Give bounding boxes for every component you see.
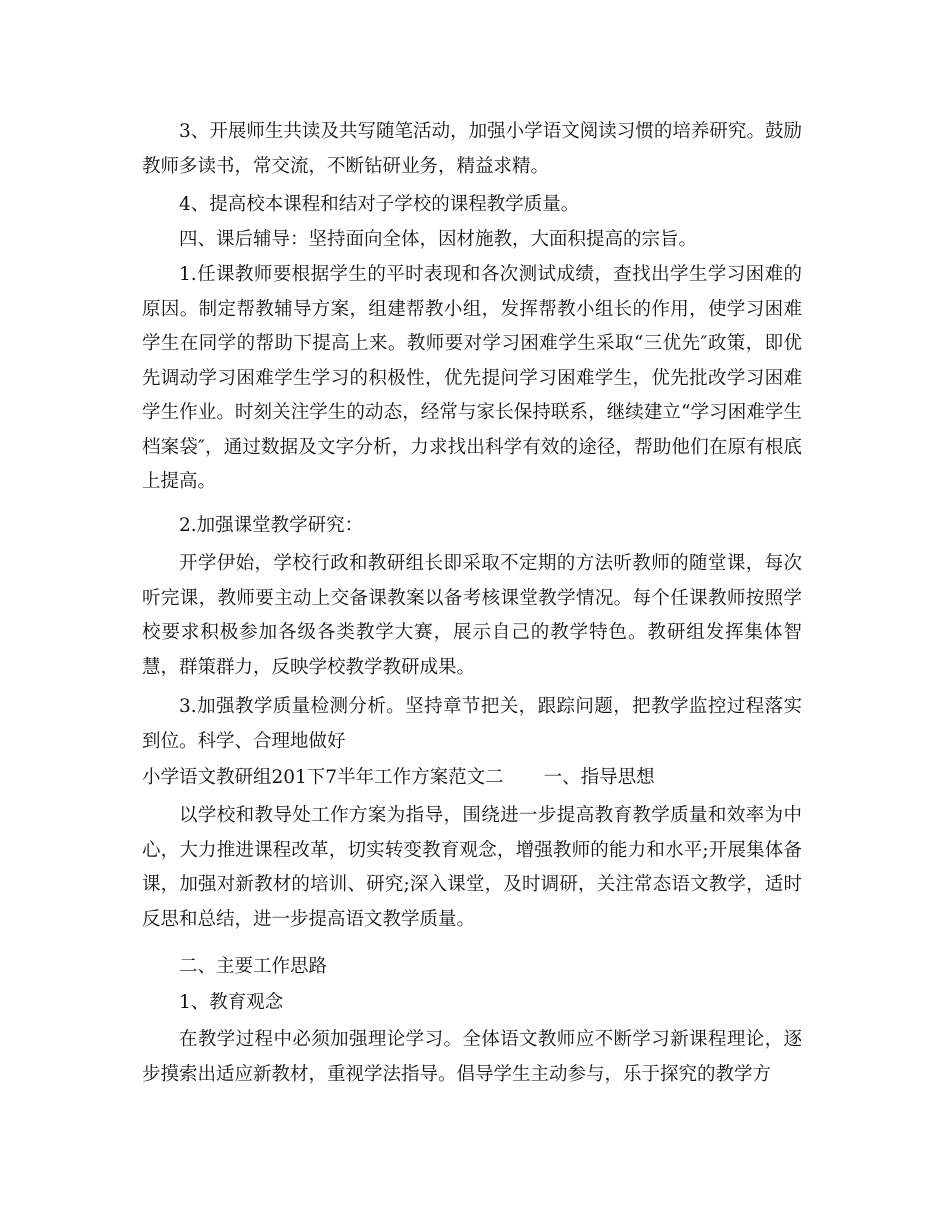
heading-classroom-research: 2.加强课堂教学研究：	[179, 515, 364, 536]
paragraph-reading-activity: 3、开展师生共读及共写随笔活动，加强小学语文阅读习惯的培养研究。鼓励教师多读书，常交流，不断钻研业务，精益求精。	[142, 121, 802, 177]
section-title-line	[142, 761, 802, 796]
section-heading-guiding-thought: 一、指导思想	[543, 767, 655, 788]
paragraph-education-concept: 在教学过程中必须加强理论学习。全体语文教师应不断学习新课程理论，逐步摸索出适应新教材，重视学法指导。倡导学生主动参与，乐于探究的教学方	[142, 1029, 802, 1085]
paragraph-school-curriculum: 4、提高校本课程和结对子学校的课程教学质量。	[179, 194, 580, 215]
paragraph-classroom-research: 开学伊始，学校行政和教研组长即采取不定期的方法听教师的随堂课，每次听完课，教师要主动上交备课教案以备考核课堂教学情况。每个任课教师按照学校要求积极参加各级各类教学大赛，展示自己的教学特色。教研组发挥集体智慧，群策群力，反映学校教学教研成果。	[142, 553, 802, 678]
paragraph-tutoring-plan: 1.任课教师要根据学生的平时表现和各次测试成绩，查找出学生学习困难的原因。制定帮教辅导方案，组建帮教小组，发挥帮教小组长的作用，使学习困难学生在同学的帮助下提高上来。教师要对学习困难学生采取“三优先″政策，即优先调动学习困难学生学习的积极性，优先提问学习困难学生，优先批改学习困难学生作业。时刻关注学生的动态，经常与家长保持联系，继续建立“学习困难学生档案袋″，通过数据及文字分析，力求找出科学有效的途径，帮助他们在原有根底上提高。	[142, 264, 802, 492]
heading-after-class-tutoring: 四、课后辅导：坚持面向全体，因材施教，大面积提高的宗旨。	[179, 229, 698, 250]
paragraph-guiding-thought: 以学校和教导处工作方案为指导，围绕进一步提高教育教学质量和效率为中心，大力推进课程改革，切实转变教育观念，增强教师的能力和水平;开展集体备课，加强对新教材的培训、研究;深入课堂，及时调研，关注常态语文教学，适时反思和总结，进一步提高语文教学质量。	[142, 805, 802, 930]
section-title: 小学语文教研组201下7半年工作方案范文二	[142, 767, 504, 788]
heading-main-ideas: 二、主要工作思路	[179, 956, 328, 977]
heading-education-concept: 1、教育观念	[179, 992, 284, 1013]
paragraph-quality-analysis: 3.加强教学质量检测分析。坚持章节把关，跟踪问题，把教学监控过程落实到位。科学、合理地做好	[142, 696, 802, 752]
